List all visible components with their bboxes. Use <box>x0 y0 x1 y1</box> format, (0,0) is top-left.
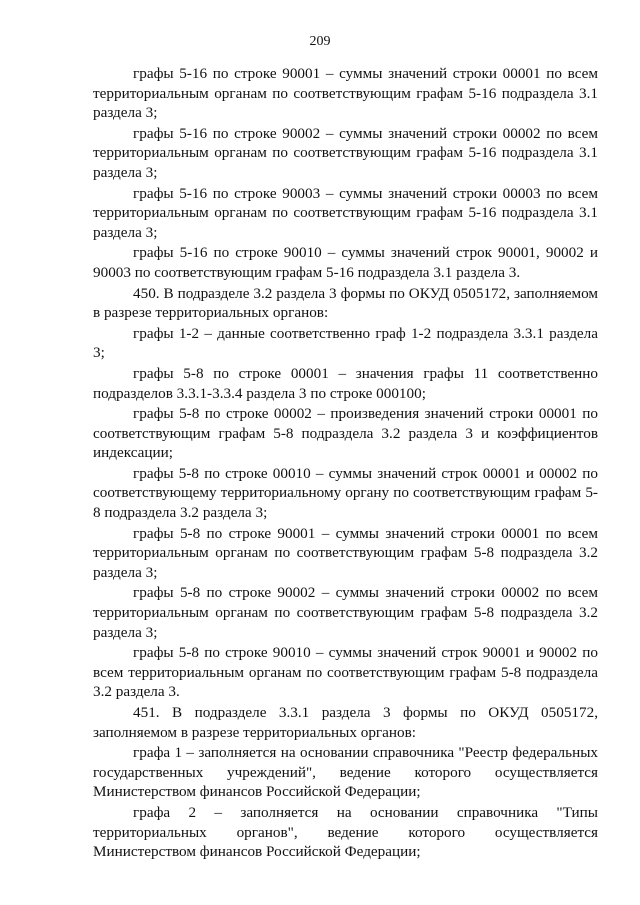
paragraph: графы 5-16 по строке 90003 – суммы значений строки 00003 по всем территориальным органам по соответствующим графам 5-16 подраздела 3.1 раздела 3; <box>93 184 598 241</box>
paragraph: графы 5-16 по строке 90002 – суммы значений строки 00002 по всем территориальным органам по соответствующим графам 5-16 подраздела 3.1 раздела 3; <box>93 124 598 181</box>
paragraph: графы 5-16 по строке 90001 – суммы значений строки 00001 по всем территориальным органам по соответствующим графам 5-16 подраздела 3.1 раздела 3; <box>93 65 598 122</box>
paragraph: графа 1 – заполняется на основании справочника "Реестр федеральных государственных учреждений", ведение которого осуществляется Министерством финансов Российской Федерации; <box>93 744 598 801</box>
paragraph: графы 5-8 по строке 90010 – суммы значений строк 90001 и 90002 по всем территориальным органам по соответствующим графам 5-8 подраздела 3.2 раздела 3. <box>93 644 598 701</box>
paragraph: графы 5-8 по строке 00002 – произведения значений строки 00001 по соответствующим графам 5-8 подраздела 3.2 раздела 3 и коэффициентов индексации; <box>93 405 598 462</box>
paragraph: графы 5-8 по строке 00010 – суммы значений строк 00001 и 00002 по соответствующему территориальному органу по соответствующим графам 5-8 подраздела 3.2 раздела 3; <box>93 464 598 522</box>
paragraph: графы 5-8 по строке 90002 – суммы значений строки 00002 по всем территориальным органам по соответствующим графам 5-8 подраздела 3.2 раздела 3; <box>93 584 598 641</box>
body-text <box>93 64 598 863</box>
paragraph: графы 5-16 по строке 90010 – суммы значений строк 90001, 90002 и 90003 по соответствующим графам 5-16 подраздела 3.1 раздела 3. <box>93 244 598 281</box>
paragraph: графы 1-2 – данные соответственно граф 1-2 подраздела 3.3.1 раздела 3; <box>93 324 598 362</box>
paragraph: 450. В подразделе 3.2 раздела 3 формы по ОКУД 0505172, заполняемом в разрезе территориальных органов: <box>93 284 598 322</box>
paragraph: 451. В подразделе 3.3.1 раздела 3 формы по ОКУД 0505172, заполняемом в разрезе территориальных органов: <box>93 704 598 741</box>
paragraph: графа 2 – заполняется на основании справочника "Типы территориальных органов", ведение которого осуществляется Министерством финансов Российской Федерации; <box>93 803 598 861</box>
paragraph: графы 5-8 по строке 00001 – значения графы 11 соответственно подразделов 3.3.1-3.3.4 раздела 3 по строке 000100; <box>93 364 598 402</box>
page-number: 209 <box>309 34 331 49</box>
paragraph: графы 5-8 по строке 90001 – суммы значений строки 00001 по всем территориальным органам по соответствующим графам 5-8 подраздела 3.2 раздела 3; <box>93 524 598 581</box>
